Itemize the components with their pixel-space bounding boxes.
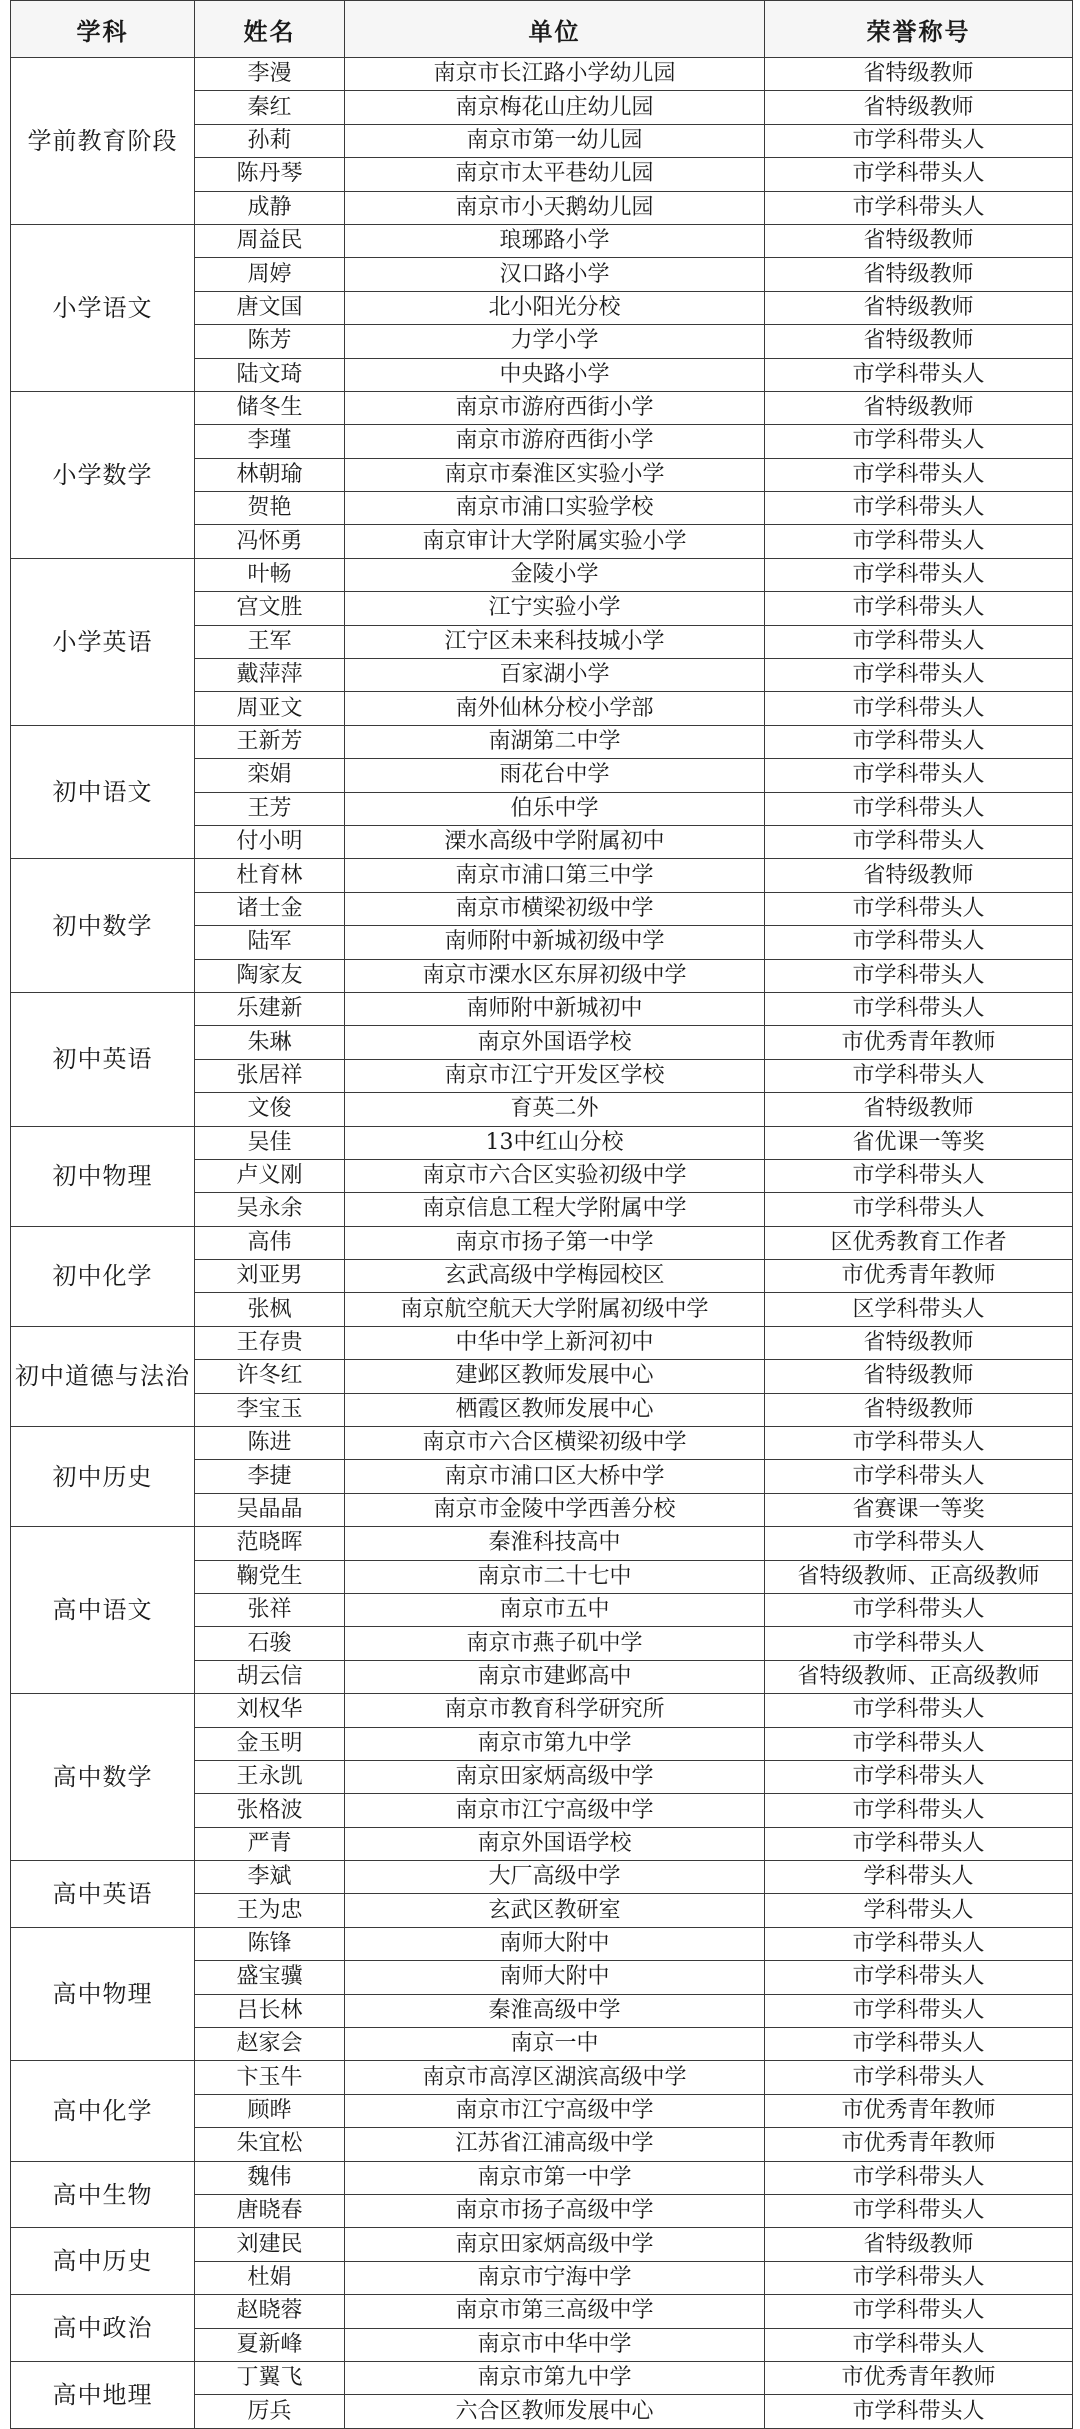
honor-title-cell: 省特级教师 [765, 91, 1073, 124]
subject-cell: 小学数学 [11, 391, 195, 558]
honor-title-cell: 市学科带头人 [765, 525, 1073, 558]
organization-cell: 南京市游府西街小学 [345, 391, 765, 424]
table-row [11, 1427, 1073, 1460]
teacher-name-cell: 唐文国 [195, 291, 345, 324]
organization-cell: 南京外国语学校 [345, 1827, 765, 1860]
teacher-name-cell: 周益民 [195, 224, 345, 257]
teacher-name-cell: 杜育林 [195, 859, 345, 892]
honor-title-cell: 市学科带头人 [765, 492, 1073, 525]
table-row [11, 725, 1073, 758]
organization-cell: 13中红山分校 [345, 1126, 765, 1159]
organization-cell: 南京审计大学附属实验小学 [345, 525, 765, 558]
teacher-name-cell: 李漫 [195, 58, 345, 91]
organization-cell: 南师附中新城初级中学 [345, 926, 765, 959]
teacher-name-cell: 丁翼飞 [195, 2361, 345, 2394]
teacher-name-cell: 刘建民 [195, 2228, 345, 2261]
teacher-name-cell: 王永凯 [195, 1760, 345, 1793]
organization-cell: 南京市江宁开发区学校 [345, 1059, 765, 1092]
teacher-name-cell: 戴萍萍 [195, 659, 345, 692]
teacher-name-cell: 吴永余 [195, 1193, 345, 1226]
honor-title-cell: 省特级教师、正高级教师 [765, 1660, 1073, 1693]
organization-cell: 南京市第三高级中学 [345, 2295, 765, 2328]
teacher-name-cell: 栾娟 [195, 759, 345, 792]
subject-cell: 高中语文 [11, 1527, 195, 1694]
teacher-name-cell: 冯怀勇 [195, 525, 345, 558]
teacher-name-cell: 乐建新 [195, 992, 345, 1025]
honor-title-cell: 市学科带头人 [765, 2395, 1073, 2428]
honor-title-cell: 市学科带头人 [765, 1927, 1073, 1960]
table-row [11, 992, 1073, 1025]
organization-cell: 溧水高级中学附属初中 [345, 825, 765, 858]
table-row [11, 1927, 1073, 1960]
organization-cell: 南京市长江路小学幼儿园 [345, 58, 765, 91]
honor-title-cell: 市学科带头人 [765, 1159, 1073, 1192]
organization-cell: 南京市第九中学 [345, 2361, 765, 2394]
organization-cell: 南京市教育科学研究所 [345, 1694, 765, 1727]
table-row [11, 2161, 1073, 2194]
honor-title-cell: 市学科带头人 [765, 592, 1073, 625]
honor-title-cell: 市学科带头人 [765, 1427, 1073, 1460]
teacher-name-cell: 文俊 [195, 1093, 345, 1126]
organization-cell: 南京市江宁高级中学 [345, 1794, 765, 1827]
organization-cell: 六合区教师发展中心 [345, 2395, 765, 2428]
organization-cell: 汉口路小学 [345, 258, 765, 291]
honor-title-cell: 市优秀青年教师 [765, 1260, 1073, 1293]
honor-title-cell: 市学科带头人 [765, 2261, 1073, 2294]
table-header [11, 1, 1073, 58]
organization-cell: 南京市六合区实验初级中学 [345, 1159, 765, 1192]
organization-cell: 南京市溧水区东屏初级中学 [345, 959, 765, 992]
honor-title-cell: 学科带头人 [765, 1861, 1073, 1894]
honor-title-cell: 市学科带头人 [765, 625, 1073, 658]
table-row [11, 1326, 1073, 1359]
teacher-name-cell: 叶畅 [195, 558, 345, 591]
organization-cell: 南师大附中 [345, 1927, 765, 1960]
honor-title-cell: 省特级教师 [765, 258, 1073, 291]
teacher-name-cell: 吴佳 [195, 1126, 345, 1159]
table-row [11, 1126, 1073, 1159]
organization-cell: 力学小学 [345, 325, 765, 358]
honor-title-cell: 市学科带头人 [765, 992, 1073, 1025]
organization-cell: 北小阳光分校 [345, 291, 765, 324]
organization-cell: 伯乐中学 [345, 792, 765, 825]
subject-cell: 高中英语 [11, 1861, 195, 1928]
subject-cell: 初中语文 [11, 725, 195, 859]
honor-title-cell: 市学科带头人 [765, 425, 1073, 458]
organization-cell: 南京梅花山庄幼儿园 [345, 91, 765, 124]
honor-title-cell: 市学科带头人 [765, 1193, 1073, 1226]
organization-cell: 中央路小学 [345, 358, 765, 391]
teacher-name-cell: 周婷 [195, 258, 345, 291]
subject-cell: 学前教育阶段 [11, 58, 195, 225]
organization-cell: 南湖第二中学 [345, 725, 765, 758]
table-row [11, 1226, 1073, 1259]
table-row [11, 58, 1073, 91]
teacher-name-cell: 陆文琦 [195, 358, 345, 391]
honor-title-cell: 市学科带头人 [765, 825, 1073, 858]
organization-cell: 南京市中华中学 [345, 2328, 765, 2361]
honor-title-cell: 区优秀教育工作者 [765, 1226, 1073, 1259]
teacher-name-cell: 许冬红 [195, 1360, 345, 1393]
organization-cell: 雨花台中学 [345, 759, 765, 792]
honor-title-cell: 市优秀青年教师 [765, 2094, 1073, 2127]
subject-cell: 小学英语 [11, 558, 195, 725]
teacher-name-cell: 陆军 [195, 926, 345, 959]
organization-cell: 南京市六合区横梁初级中学 [345, 1427, 765, 1460]
teacher-name-cell: 刘权华 [195, 1694, 345, 1727]
teacher-name-cell: 范晓晖 [195, 1527, 345, 1560]
organization-cell: 南京市高淳区湖滨高级中学 [345, 2061, 765, 2094]
honor-title-cell: 市学科带头人 [765, 926, 1073, 959]
teacher-name-cell: 石骏 [195, 1627, 345, 1660]
subject-cell: 高中数学 [11, 1694, 195, 1861]
teacher-name-cell: 王为忠 [195, 1894, 345, 1927]
teacher-name-cell: 陈丹琴 [195, 158, 345, 191]
organization-cell: 南京田家炳高级中学 [345, 1760, 765, 1793]
header-subject: 学科 [11, 1, 195, 58]
organization-cell: 建邺区教师发展中心 [345, 1360, 765, 1393]
table-row [11, 1527, 1073, 1560]
honor-title-cell: 市学科带头人 [765, 659, 1073, 692]
honor-title-cell: 市学科带头人 [765, 892, 1073, 925]
honor-title-cell: 市学科带头人 [765, 1760, 1073, 1793]
teacher-name-cell: 刘亚男 [195, 1260, 345, 1293]
teacher-name-cell: 王新芳 [195, 725, 345, 758]
teacher-name-cell: 宫文胜 [195, 592, 345, 625]
honor-title-cell: 市学科带头人 [765, 1460, 1073, 1493]
teacher-name-cell: 贺艳 [195, 492, 345, 525]
organization-cell: 玄武高级中学梅园校区 [345, 1260, 765, 1293]
table-row [11, 558, 1073, 591]
teacher-honor-table-container [10, 0, 1072, 2429]
organization-cell: 南京市第一中学 [345, 2161, 765, 2194]
table-row [11, 2228, 1073, 2261]
subject-cell: 初中历史 [11, 1427, 195, 1527]
honor-title-cell: 省特级教师 [765, 58, 1073, 91]
teacher-name-cell: 厉兵 [195, 2395, 345, 2428]
teacher-name-cell: 李宝玉 [195, 1393, 345, 1426]
honor-title-cell: 省赛课一等奖 [765, 1493, 1073, 1526]
organization-cell: 南京市浦口实验学校 [345, 492, 765, 525]
teacher-name-cell: 顾晔 [195, 2094, 345, 2127]
teacher-name-cell: 王芳 [195, 792, 345, 825]
teacher-name-cell: 魏伟 [195, 2161, 345, 2194]
honor-title-cell: 市学科带头人 [765, 191, 1073, 224]
teacher-name-cell: 陶家友 [195, 959, 345, 992]
teacher-name-cell: 朱宜松 [195, 2128, 345, 2161]
organization-cell: 南京市小天鹅幼儿园 [345, 191, 765, 224]
organization-cell: 南京市宁海中学 [345, 2261, 765, 2294]
teacher-name-cell: 李捷 [195, 1460, 345, 1493]
honor-title-cell: 省特级教师 [765, 1360, 1073, 1393]
subject-cell: 初中物理 [11, 1126, 195, 1226]
honor-title-cell: 市学科带头人 [765, 1794, 1073, 1827]
teacher-name-cell: 胡云信 [195, 1660, 345, 1693]
organization-cell: 秦淮高级中学 [345, 1994, 765, 2027]
teacher-name-cell: 唐晓春 [195, 2195, 345, 2228]
organization-cell: 南京市燕子矶中学 [345, 1627, 765, 1660]
teacher-name-cell: 卢义刚 [195, 1159, 345, 1192]
honor-title-cell: 省特级教师、正高级教师 [765, 1560, 1073, 1593]
honor-title-cell: 市学科带头人 [765, 358, 1073, 391]
table-body [11, 58, 1073, 2429]
subject-cell: 高中化学 [11, 2061, 195, 2161]
teacher-name-cell: 陈芳 [195, 325, 345, 358]
subject-cell: 初中英语 [11, 992, 195, 1126]
honor-title-cell: 省特级教师 [765, 224, 1073, 257]
organization-cell: 南京市建邺高中 [345, 1660, 765, 1693]
honor-title-cell: 市优秀青年教师 [765, 2361, 1073, 2394]
organization-cell: 大厂高级中学 [345, 1861, 765, 1894]
table-row [11, 224, 1073, 257]
teacher-name-cell: 朱琳 [195, 1026, 345, 1059]
subject-cell: 初中化学 [11, 1226, 195, 1326]
teacher-name-cell: 王军 [195, 625, 345, 658]
organization-cell: 南京市浦口第三中学 [345, 859, 765, 892]
subject-cell: 高中政治 [11, 2295, 195, 2362]
honor-title-cell: 市学科带头人 [765, 1694, 1073, 1727]
teacher-name-cell: 付小明 [195, 825, 345, 858]
organization-cell: 栖霞区教师发展中心 [345, 1393, 765, 1426]
teacher-name-cell: 赵家会 [195, 2028, 345, 2061]
organization-cell: 南师大附中 [345, 1961, 765, 1994]
organization-cell: 南京市江宁高级中学 [345, 2094, 765, 2127]
organization-cell: 玄武区教研室 [345, 1894, 765, 1927]
teacher-name-cell: 高伟 [195, 1226, 345, 1259]
subject-cell: 小学语文 [11, 224, 195, 391]
honor-title-cell: 省特级教师 [765, 325, 1073, 358]
table-row [11, 2361, 1073, 2394]
organization-cell: 南京外国语学校 [345, 1026, 765, 1059]
teacher-name-cell: 周亚文 [195, 692, 345, 725]
teacher-name-cell: 张格波 [195, 1794, 345, 1827]
organization-cell: 南京市二十七中 [345, 1560, 765, 1593]
organization-cell: 南京市扬子第一中学 [345, 1226, 765, 1259]
teacher-name-cell: 李瑾 [195, 425, 345, 458]
subject-cell: 初中数学 [11, 859, 195, 993]
honor-title-cell: 市学科带头人 [765, 792, 1073, 825]
table-row [11, 2061, 1073, 2094]
honor-title-cell: 市学科带头人 [765, 2028, 1073, 2061]
organization-cell: 南京市秦淮区实验小学 [345, 458, 765, 491]
honor-title-cell: 市学科带头人 [765, 1727, 1073, 1760]
organization-cell: 百家湖小学 [345, 659, 765, 692]
teacher-honor-table [10, 0, 1073, 2429]
teacher-name-cell: 赵晓蓉 [195, 2295, 345, 2328]
honor-title-cell: 市学科带头人 [765, 2195, 1073, 2228]
teacher-name-cell: 吴晶晶 [195, 1493, 345, 1526]
honor-title-cell: 市优秀青年教师 [765, 2128, 1073, 2161]
teacher-name-cell: 严青 [195, 1827, 345, 1860]
organization-cell: 琅琊路小学 [345, 224, 765, 257]
teacher-name-cell: 王存贵 [195, 1326, 345, 1359]
table-row [11, 1861, 1073, 1894]
subject-cell: 高中物理 [11, 1927, 195, 2061]
organization-cell: 南京市第一幼儿园 [345, 124, 765, 157]
header-organization: 单位 [345, 1, 765, 58]
honor-title-cell: 市学科带头人 [765, 158, 1073, 191]
teacher-name-cell: 鞠党生 [195, 1560, 345, 1593]
table-row [11, 2295, 1073, 2328]
organization-cell: 南京市横梁初级中学 [345, 892, 765, 925]
honor-title-cell: 市学科带头人 [765, 2295, 1073, 2328]
subject-cell: 高中地理 [11, 2361, 195, 2428]
honor-title-cell: 省特级教师 [765, 2228, 1073, 2261]
teacher-name-cell: 诸士金 [195, 892, 345, 925]
honor-title-cell: 市学科带头人 [765, 1627, 1073, 1660]
honor-title-cell: 市优秀青年教师 [765, 1026, 1073, 1059]
header-name: 姓名 [195, 1, 345, 58]
teacher-name-cell: 张居祥 [195, 1059, 345, 1092]
teacher-name-cell: 卞玉牛 [195, 2061, 345, 2094]
organization-cell: 南京市游府西街小学 [345, 425, 765, 458]
honor-title-cell: 市学科带头人 [765, 458, 1073, 491]
honor-title-cell: 市学科带头人 [765, 725, 1073, 758]
honor-title-cell: 市学科带头人 [765, 2328, 1073, 2361]
teacher-name-cell: 杜娟 [195, 2261, 345, 2294]
organization-cell: 南京市浦口区大桥中学 [345, 1460, 765, 1493]
table-row [11, 391, 1073, 424]
honor-title-cell: 市学科带头人 [765, 759, 1073, 792]
teacher-name-cell: 孙莉 [195, 124, 345, 157]
honor-title-cell: 市学科带头人 [765, 124, 1073, 157]
organization-cell: 南京一中 [345, 2028, 765, 2061]
subject-cell: 初中道德与法治 [11, 1326, 195, 1426]
teacher-name-cell: 吕长林 [195, 1994, 345, 2027]
organization-cell: 江宁实验小学 [345, 592, 765, 625]
organization-cell: 南外仙林分校小学部 [345, 692, 765, 725]
teacher-name-cell: 金玉明 [195, 1727, 345, 1760]
organization-cell: 南京市扬子高级中学 [345, 2195, 765, 2228]
teacher-name-cell: 张祥 [195, 1593, 345, 1626]
teacher-name-cell: 盛宝骥 [195, 1961, 345, 1994]
teacher-name-cell: 林朝瑜 [195, 458, 345, 491]
organization-cell: 南京信息工程大学附属中学 [345, 1193, 765, 1226]
organization-cell: 秦淮科技高中 [345, 1527, 765, 1560]
organization-cell: 南京航空航天大学附属初级中学 [345, 1293, 765, 1326]
honor-title-cell: 区学科带头人 [765, 1293, 1073, 1326]
organization-cell: 南京市第九中学 [345, 1727, 765, 1760]
header-row [11, 1, 1073, 58]
honor-title-cell: 市学科带头人 [765, 1593, 1073, 1626]
organization-cell: 南京市五中 [345, 1593, 765, 1626]
organization-cell: 中华中学上新河初中 [345, 1326, 765, 1359]
honor-title-cell: 省特级教师 [765, 1393, 1073, 1426]
honor-title-cell: 省特级教师 [765, 859, 1073, 892]
organization-cell: 南师附中新城初中 [345, 992, 765, 1025]
honor-title-cell: 省特级教师 [765, 1326, 1073, 1359]
organization-cell: 南京市太平巷幼儿园 [345, 158, 765, 191]
teacher-name-cell: 李斌 [195, 1861, 345, 1894]
honor-title-cell: 学科带头人 [765, 1894, 1073, 1927]
table-row [11, 1694, 1073, 1727]
honor-title-cell: 省特级教师 [765, 291, 1073, 324]
honor-title-cell: 市学科带头人 [765, 2161, 1073, 2194]
table-row [11, 859, 1073, 892]
honor-title-cell: 市学科带头人 [765, 1527, 1073, 1560]
organization-cell: 南京田家炳高级中学 [345, 2228, 765, 2261]
teacher-name-cell: 成静 [195, 191, 345, 224]
honor-title-cell: 市学科带头人 [765, 1994, 1073, 2027]
honor-title-cell: 市学科带头人 [765, 2061, 1073, 2094]
teacher-name-cell: 秦红 [195, 91, 345, 124]
teacher-name-cell: 张枫 [195, 1293, 345, 1326]
honor-title-cell: 省特级教师 [765, 1093, 1073, 1126]
organization-cell: 江苏省江浦高级中学 [345, 2128, 765, 2161]
organization-cell: 金陵小学 [345, 558, 765, 591]
honor-title-cell: 市学科带头人 [765, 1827, 1073, 1860]
subject-cell: 高中生物 [11, 2161, 195, 2228]
header-honor-title: 荣誉称号 [765, 1, 1073, 58]
honor-title-cell: 市学科带头人 [765, 1961, 1073, 1994]
teacher-name-cell: 夏新峰 [195, 2328, 345, 2361]
honor-title-cell: 市学科带头人 [765, 959, 1073, 992]
organization-cell: 江宁区未来科技城小学 [345, 625, 765, 658]
organization-cell: 育英二外 [345, 1093, 765, 1126]
teacher-name-cell: 储冬生 [195, 391, 345, 424]
honor-title-cell: 市学科带头人 [765, 558, 1073, 591]
organization-cell: 南京市金陵中学西善分校 [345, 1493, 765, 1526]
honor-title-cell: 省优课一等奖 [765, 1126, 1073, 1159]
subject-cell: 高中历史 [11, 2228, 195, 2295]
teacher-name-cell: 陈锋 [195, 1927, 345, 1960]
honor-title-cell: 市学科带头人 [765, 692, 1073, 725]
honor-title-cell: 市学科带头人 [765, 1059, 1073, 1092]
teacher-name-cell: 陈进 [195, 1427, 345, 1460]
honor-title-cell: 省特级教师 [765, 391, 1073, 424]
